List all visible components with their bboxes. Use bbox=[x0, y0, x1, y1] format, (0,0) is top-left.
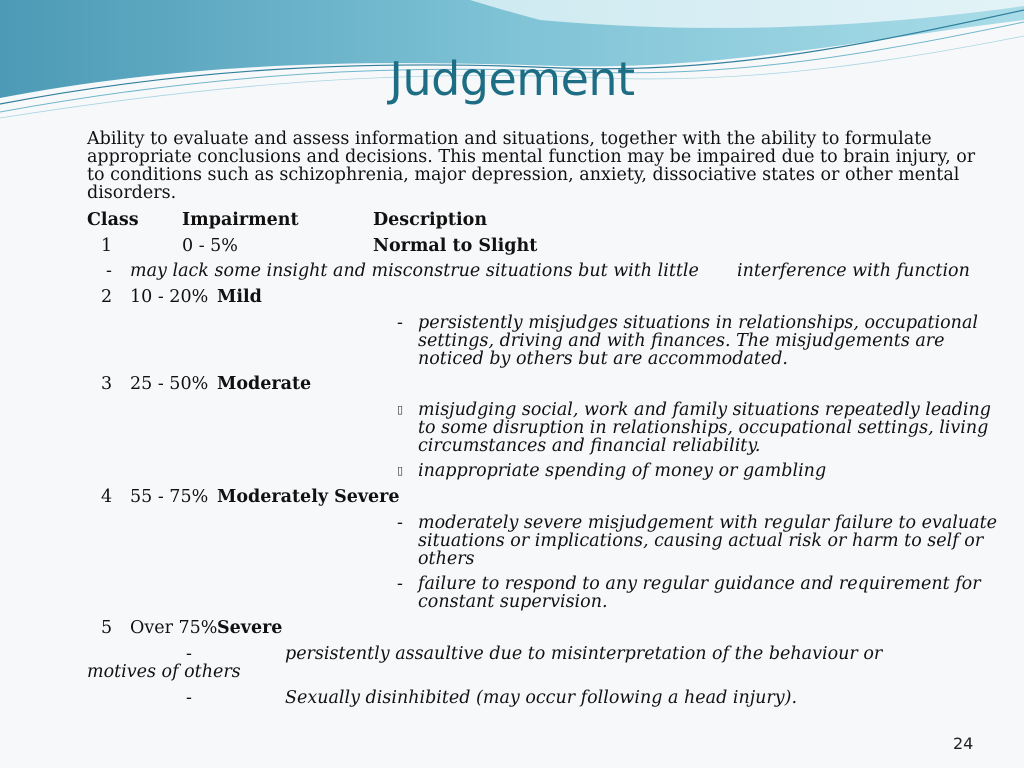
class-2-item-1-marker: - bbox=[397, 313, 403, 333]
class-1-label: Normal to Slight bbox=[373, 236, 538, 256]
class-3-item-2-marker: ▯ bbox=[397, 464, 404, 477]
class-2-number: 2 bbox=[101, 287, 113, 307]
page-number: 24 bbox=[953, 734, 974, 753]
class-4-item-2-line-2: constant supervision. bbox=[418, 592, 608, 612]
class-4-range: 55 - 75% bbox=[130, 487, 209, 507]
class-4-item-1-marker: - bbox=[397, 513, 403, 533]
class-3-number: 3 bbox=[101, 374, 113, 394]
class-5-range: Over 75% bbox=[130, 618, 218, 638]
class-3-range: 25 - 50% bbox=[130, 374, 209, 394]
class-5-label: Severe bbox=[217, 618, 283, 638]
class-4-label: Moderately Severe bbox=[217, 487, 400, 507]
slide-title: Judgement bbox=[389, 52, 635, 106]
class-2-item-1-line-3: noticed by others but are accommodated. bbox=[418, 349, 788, 369]
class-4-item-1-line-1: moderately severe misjudgement with regular failure to evaluate bbox=[418, 513, 997, 533]
class-5-item-1-line-1: persistently assaultive due to misinterpretation of the behaviour or bbox=[285, 644, 883, 664]
class-5-item-1-line-2: motives of others bbox=[87, 662, 241, 682]
header-description: Description bbox=[373, 210, 488, 230]
class-3-item-2-line-1: inappropriate spending of money or gambling bbox=[418, 461, 827, 481]
class-1-number: 1 bbox=[101, 236, 113, 256]
class-5-item-1-marker: - bbox=[186, 644, 192, 664]
class-3-item-1-line-3: circumstances and financial reliability. bbox=[418, 436, 761, 456]
class-4-number: 4 bbox=[101, 487, 113, 507]
class-3-item-1-marker: ▯ bbox=[397, 403, 404, 416]
intro-paragraph: Ability to evaluate and assess information and situations, together with the ability to formulate appropriate conclusions and decisions. This mental function may be impaired due to brain injury, or to conditions such as schizophrenia, major depression, anxiety, dissociative states or other mental disorders. bbox=[87, 129, 976, 203]
class-5-item-2-marker: - bbox=[186, 688, 192, 708]
class-3-label: Moderate bbox=[217, 374, 312, 394]
class-4-item-2-line-1: failure to respond to any regular guidance and requirement for bbox=[418, 574, 981, 594]
class-2-item-1-line-1: persistently misjudges situations in relationships, occupational bbox=[418, 313, 978, 333]
class-4-item-1-line-2: situations or implications, causing actual risk or harm to self or bbox=[418, 531, 984, 551]
class-5-item-2-line-1: Sexually disinhibited (may occur following a head injury). bbox=[285, 688, 798, 708]
class-2-label: Mild bbox=[217, 287, 262, 307]
class-1-range: 0 - 5% bbox=[182, 236, 238, 256]
class-1-item-1-line-1: may lack some insight and misconstrue situations but with little bbox=[130, 261, 699, 281]
class-1-item-1-marker: - bbox=[106, 261, 112, 281]
header-class: Class bbox=[87, 210, 139, 230]
header-impairment: Impairment bbox=[182, 210, 299, 230]
class-5-number: 5 bbox=[101, 618, 113, 638]
class-1-item-1-line-2: interference with function bbox=[737, 261, 970, 281]
class-2-range: 10 - 20% bbox=[130, 287, 209, 307]
class-4-item-2-marker: - bbox=[397, 574, 403, 594]
class-2-item-1-line-2: settings, driving and with finances. The misjudgements are bbox=[418, 331, 945, 351]
class-4-item-1-line-3: others bbox=[418, 549, 475, 569]
class-3-item-1-line-1: misjudging social, work and family situations repeatedly leading bbox=[418, 400, 991, 420]
class-3-item-1-line-2: to some disruption in relationships, occupational settings, living bbox=[418, 418, 989, 438]
